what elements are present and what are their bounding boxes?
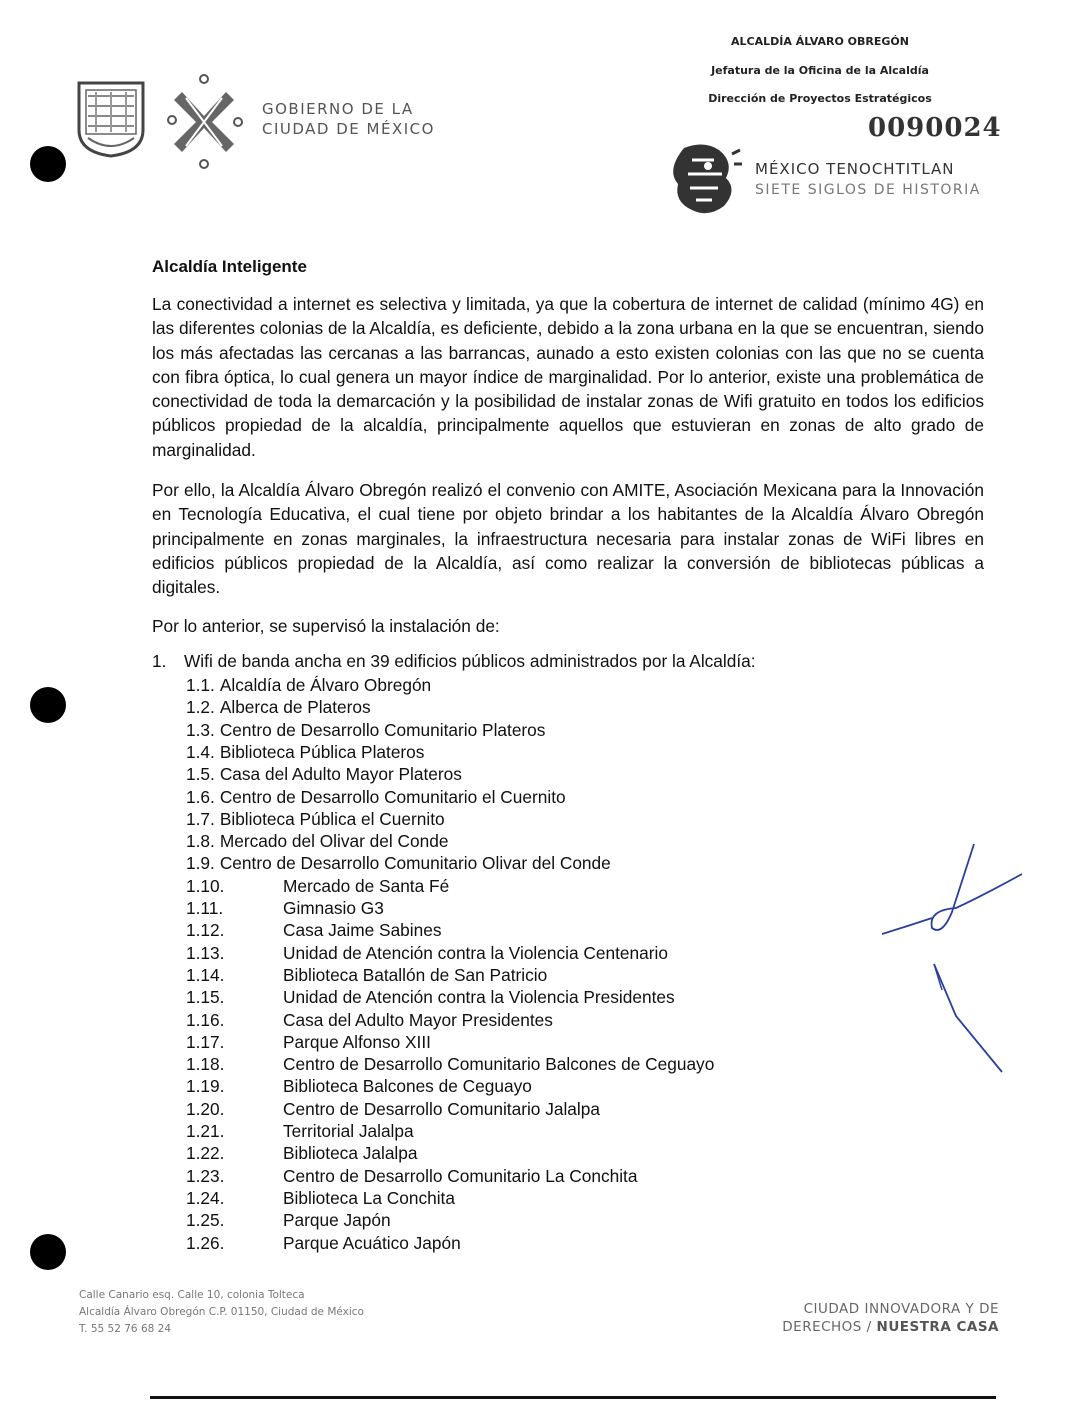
footer-phone: T. 55 52 76 68 24 xyxy=(79,1323,171,1335)
slogan-line2-b: NUESTRA CASA xyxy=(876,1319,999,1335)
list-item xyxy=(186,897,384,919)
gov-name-line1: GOBIERNO DE LA xyxy=(262,100,414,118)
paragraph-2: Por ello, la Alcaldía Álvaro Obregón realizó el convenio con AMITE, Asociación Mexicana para la Innovación en Tecnología Educativa, el cual tiene por objeto brindar a los habitantes de la Alcaldía Álvaro Obregón principalmente en zonas marginales, la infraestructura necesaria para instalar zonas de WiFi libres en edificios públicos propiedad de la Alcaldía, así como realizar la conversión de bibliotecas públicas a digitales. xyxy=(152,480,984,598)
list-item-number: 1.7. xyxy=(186,808,215,829)
list-item-number: 1.8. xyxy=(186,831,215,852)
list-item-number: 1.24. xyxy=(186,1187,225,1208)
list-item xyxy=(186,763,462,785)
list-item xyxy=(186,1009,553,1031)
slogan-line2-a: DERECHOS / xyxy=(782,1319,877,1335)
punch-hole-middle xyxy=(30,687,66,723)
list-item-text: Centro de Desarrollo Comunitario Jalalpa xyxy=(283,1098,600,1119)
list-item xyxy=(186,830,448,852)
punch-hole-bottom xyxy=(30,1234,66,1270)
list-item-number: 1.12. xyxy=(186,920,225,941)
office-line1: ALCALDÍA ÁLVARO OBREGÓN xyxy=(731,35,909,48)
list-item xyxy=(186,1053,714,1075)
list-main-item xyxy=(152,651,756,672)
list-item-text: Biblioteca Pública el Cuernito xyxy=(219,808,445,829)
list-item xyxy=(186,741,424,763)
list-item xyxy=(186,786,566,808)
tenochtitlan-emblem xyxy=(664,140,744,220)
list-item xyxy=(186,1209,391,1231)
motto-subtitle: SIETE SIGLOS DE HISTORIA xyxy=(755,182,981,198)
list-item-number: 1.20. xyxy=(186,1098,225,1119)
footer-slogan xyxy=(700,1300,999,1336)
list-item-text: Alcaldía de Álvaro Obregón xyxy=(219,675,432,695)
list-item-text: Centro de Desarrollo Comunitario el Cuernito xyxy=(219,786,566,807)
list-item-text: Casa del Adulto Mayor Presidentes xyxy=(283,1009,553,1030)
list-item-text: Biblioteca Batallón de San Patricio xyxy=(283,964,548,985)
list-item xyxy=(186,986,675,1008)
list-item-number: 1.9. xyxy=(186,853,215,874)
cdmx-emblem-logo xyxy=(164,72,248,172)
list-item-text: Parque Alfonso XIII xyxy=(283,1031,431,1052)
list-item-text: Casa del Adulto Mayor Plateros xyxy=(219,764,462,785)
list-item-text: Unidad de Atención contra la Violencia Centenario xyxy=(283,942,668,963)
list-item-text: Centro de Desarrollo Comunitario Plateros xyxy=(219,719,546,740)
list-item-text: Unidad de Atención contra la Violencia Presidentes xyxy=(283,987,675,1008)
paragraph-3: Por lo anterior, se supervisó la instalación de: xyxy=(152,616,500,636)
list-item-number: 1.18. xyxy=(186,1054,225,1075)
list-item-number: 1.15. xyxy=(186,987,225,1008)
list-item-text: Biblioteca Balcones de Ceguayo xyxy=(283,1076,532,1097)
list-item-number: 1.11. xyxy=(186,898,224,918)
list-item-text: Biblioteca Jalalpa xyxy=(283,1143,418,1164)
list-item-number: 1.5. xyxy=(186,764,215,785)
footer-address-line1: Calle Canario esq. Calle 10, colonia Tolteca xyxy=(79,1289,305,1301)
list-item xyxy=(186,875,449,897)
list-item xyxy=(186,964,547,986)
list-item xyxy=(186,1187,455,1209)
slogan-line1: CIUDAD INNOVADORA Y DE xyxy=(803,1301,999,1317)
list-item-number: 1.2. xyxy=(186,697,215,718)
list-item-number: 1.1. xyxy=(186,675,215,695)
list-item-number: 1.25. xyxy=(186,1210,225,1231)
list-item-number: 1.22. xyxy=(186,1143,225,1164)
list-item-number: 1.14. xyxy=(186,964,225,985)
section-title: Alcaldía Inteligente xyxy=(152,257,307,276)
motto-title: MÉXICO TENOCHTITLAN xyxy=(755,160,955,178)
list-item-text: Alberca de Plateros xyxy=(219,697,371,718)
paragraph-1: La conectividad a internet es selectiva y limitada, ya que la cobertura de internet de calidad (mínimo 4G) en las diferentes colonias de la Alcaldía, es deficiente, debido a la zona urbana en la que se encuentran, siendo los más afectadas las cercanas a las barrancas, aunado a esto existen colonias con las que no se cuenta con fibra óptica, lo cual genera un mayor índice de marginalidad. Por lo anterior, existe una problemática de conectividad de toda la demarcación y la posibilidad de instalar zonas de Wifi gratuito en todos los edificios públicos propiedad de la alcaldía, principalmente aquellos que estuvieran en zonas de alto grado de marginalidad. xyxy=(152,294,984,460)
list-item xyxy=(186,852,611,874)
gov-name xyxy=(262,99,435,139)
list-item-text: Gimnasio G3 xyxy=(283,898,384,918)
list-item xyxy=(186,696,371,718)
footer-address xyxy=(79,1287,364,1338)
list-item-text: Territorial Jalalpa xyxy=(283,1121,414,1141)
list-item-number: 1.4. xyxy=(186,741,215,762)
list-item xyxy=(186,1075,532,1097)
list-item-number: 1.23. xyxy=(186,1165,225,1186)
list-item-text: Casa Jaime Sabines xyxy=(283,920,442,941)
office-line2: Jefatura de la Oficina de la Alcaldía xyxy=(711,64,929,77)
list-item-number: 1.21. xyxy=(186,1121,225,1141)
folio-stamp: 0090024 xyxy=(868,113,1002,143)
list-item xyxy=(186,1120,414,1142)
list-item-text: Centro de Desarrollo Comunitario Olivar del Conde xyxy=(219,853,611,874)
list-item-number: 1.3. xyxy=(186,719,215,740)
gov-name-line2: CIUDAD DE MÉXICO xyxy=(262,120,435,138)
list-item xyxy=(186,1165,637,1187)
slogan-line2 xyxy=(700,1318,999,1336)
list-item xyxy=(186,808,445,830)
list-item-text: Centro de Desarrollo Comunitario La Conchita xyxy=(283,1165,638,1186)
footer-address-line2: Alcaldía Álvaro Obregón C.P. 01150, Ciudad de México xyxy=(79,1306,364,1318)
list-item-number: 1.19. xyxy=(186,1076,225,1097)
list-item-text: Parque Acuático Japón xyxy=(283,1232,461,1253)
signature xyxy=(872,840,1032,1080)
list-item-text: Mercado del Olivar del Conde xyxy=(219,831,449,852)
list-item-number: 1.13. xyxy=(186,942,225,963)
list-item xyxy=(186,1031,431,1053)
list-item xyxy=(186,1232,461,1254)
list-item-number: 1.26. xyxy=(186,1232,225,1253)
bottom-rule xyxy=(150,1396,996,1399)
list-main-text: Wifi de banda ancha en 39 edificios públicos administrados por la Alcaldía: xyxy=(184,651,756,671)
list-item-number: 1.10. xyxy=(186,875,225,896)
list-item-text: Biblioteca Pública Plateros xyxy=(219,741,425,762)
list-item xyxy=(186,942,668,964)
list-item-text: Mercado de Santa Fé xyxy=(283,875,450,896)
punch-hole-top xyxy=(30,146,66,182)
office-line3: Dirección de Proyectos Estratégicos xyxy=(708,92,932,105)
list-item xyxy=(186,674,431,696)
list-item-text: Parque Japón xyxy=(283,1210,391,1231)
list-item-number: 1.6. xyxy=(186,786,215,807)
list-item-text: Biblioteca La Conchita xyxy=(283,1187,455,1208)
cdmx-shield-logo xyxy=(76,80,146,158)
list-item xyxy=(186,719,545,741)
list-item xyxy=(186,919,442,941)
list-item-number: 1.16. xyxy=(186,1009,225,1030)
list-item xyxy=(186,1098,600,1120)
list-main-number: 1. xyxy=(152,651,167,671)
list-item xyxy=(186,1142,418,1164)
list-item-number: 1.17. xyxy=(186,1031,225,1052)
list-item-text: Centro de Desarrollo Comunitario Balcones de Ceguayo xyxy=(283,1054,715,1075)
